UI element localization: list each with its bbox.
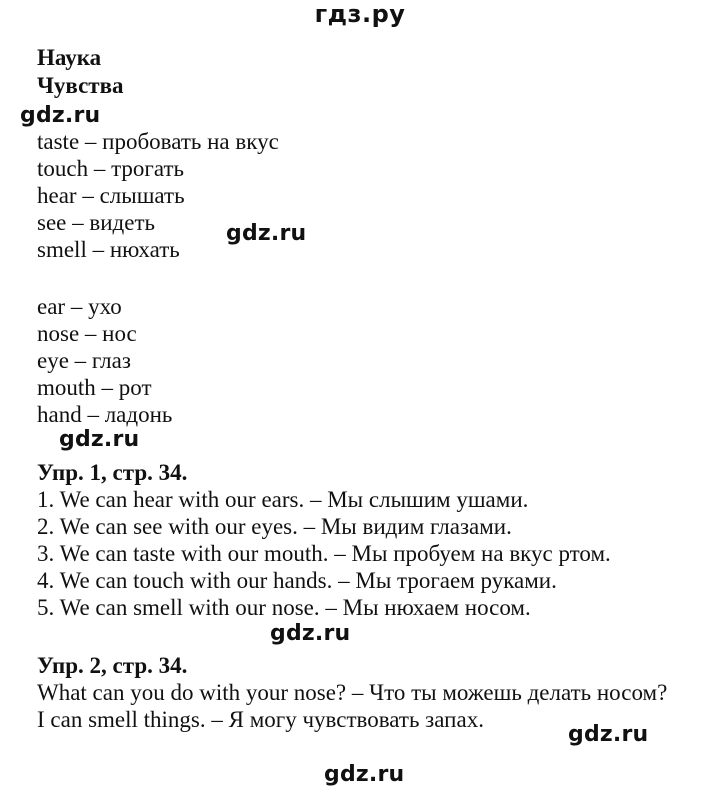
vocab-line: ear – ухо — [37, 294, 122, 319]
vocab-line: hear – слышать — [37, 183, 185, 208]
watermark: gdz.ru — [226, 221, 307, 246]
vocab-line: taste – пробовать на вкус — [37, 129, 279, 154]
exercise1-line: 5. We can smell with our nose. – Мы нюхаем носом. — [37, 595, 531, 620]
section-heading: Наука — [37, 45, 102, 70]
exercise2-title: Упр. 2, стр. 34. — [37, 653, 188, 678]
vocab-line: hand – ладонь — [37, 402, 173, 427]
watermark: gdz.ru — [270, 621, 351, 646]
exercise1-title: Упр. 1, стр. 34. — [37, 460, 188, 485]
topic-heading: Чувства — [37, 73, 124, 98]
exercise1-line: 4. We can touch with our hands. – Мы трогаем руками. — [37, 568, 557, 593]
exercise1-line: 2. We can see with our eyes. – Мы видим глазами. — [37, 514, 512, 539]
watermark: gdz.ru — [59, 427, 140, 452]
watermark: gdz.ru — [20, 103, 101, 128]
vocab-line: mouth – рот — [37, 375, 152, 400]
vocab-line: smell – нюхать — [37, 237, 180, 262]
vocab-line: nose – нос — [37, 321, 137, 346]
vocab-line: see – видеть — [37, 210, 155, 235]
vocab-line: eye – глаз — [37, 348, 131, 373]
exercise1-line: 3. We can taste with our mouth. – Мы пробуем на вкус ртом. — [37, 541, 611, 566]
exercise2-line: What can you do with your nose? – Что ты можешь делать носом? — [37, 680, 668, 705]
exercise2-line: I can smell things. – Я могу чувствовать запах. — [37, 707, 484, 732]
site-header-title: гдз.ру — [314, 0, 406, 28]
vocab-line: touch – трогать — [37, 156, 185, 181]
watermark: gdz.ru — [324, 762, 405, 787]
watermark: gdz.ru — [568, 722, 649, 747]
exercise1-line: 1. We can hear with our ears. – Мы слышим ушами. — [37, 487, 529, 512]
